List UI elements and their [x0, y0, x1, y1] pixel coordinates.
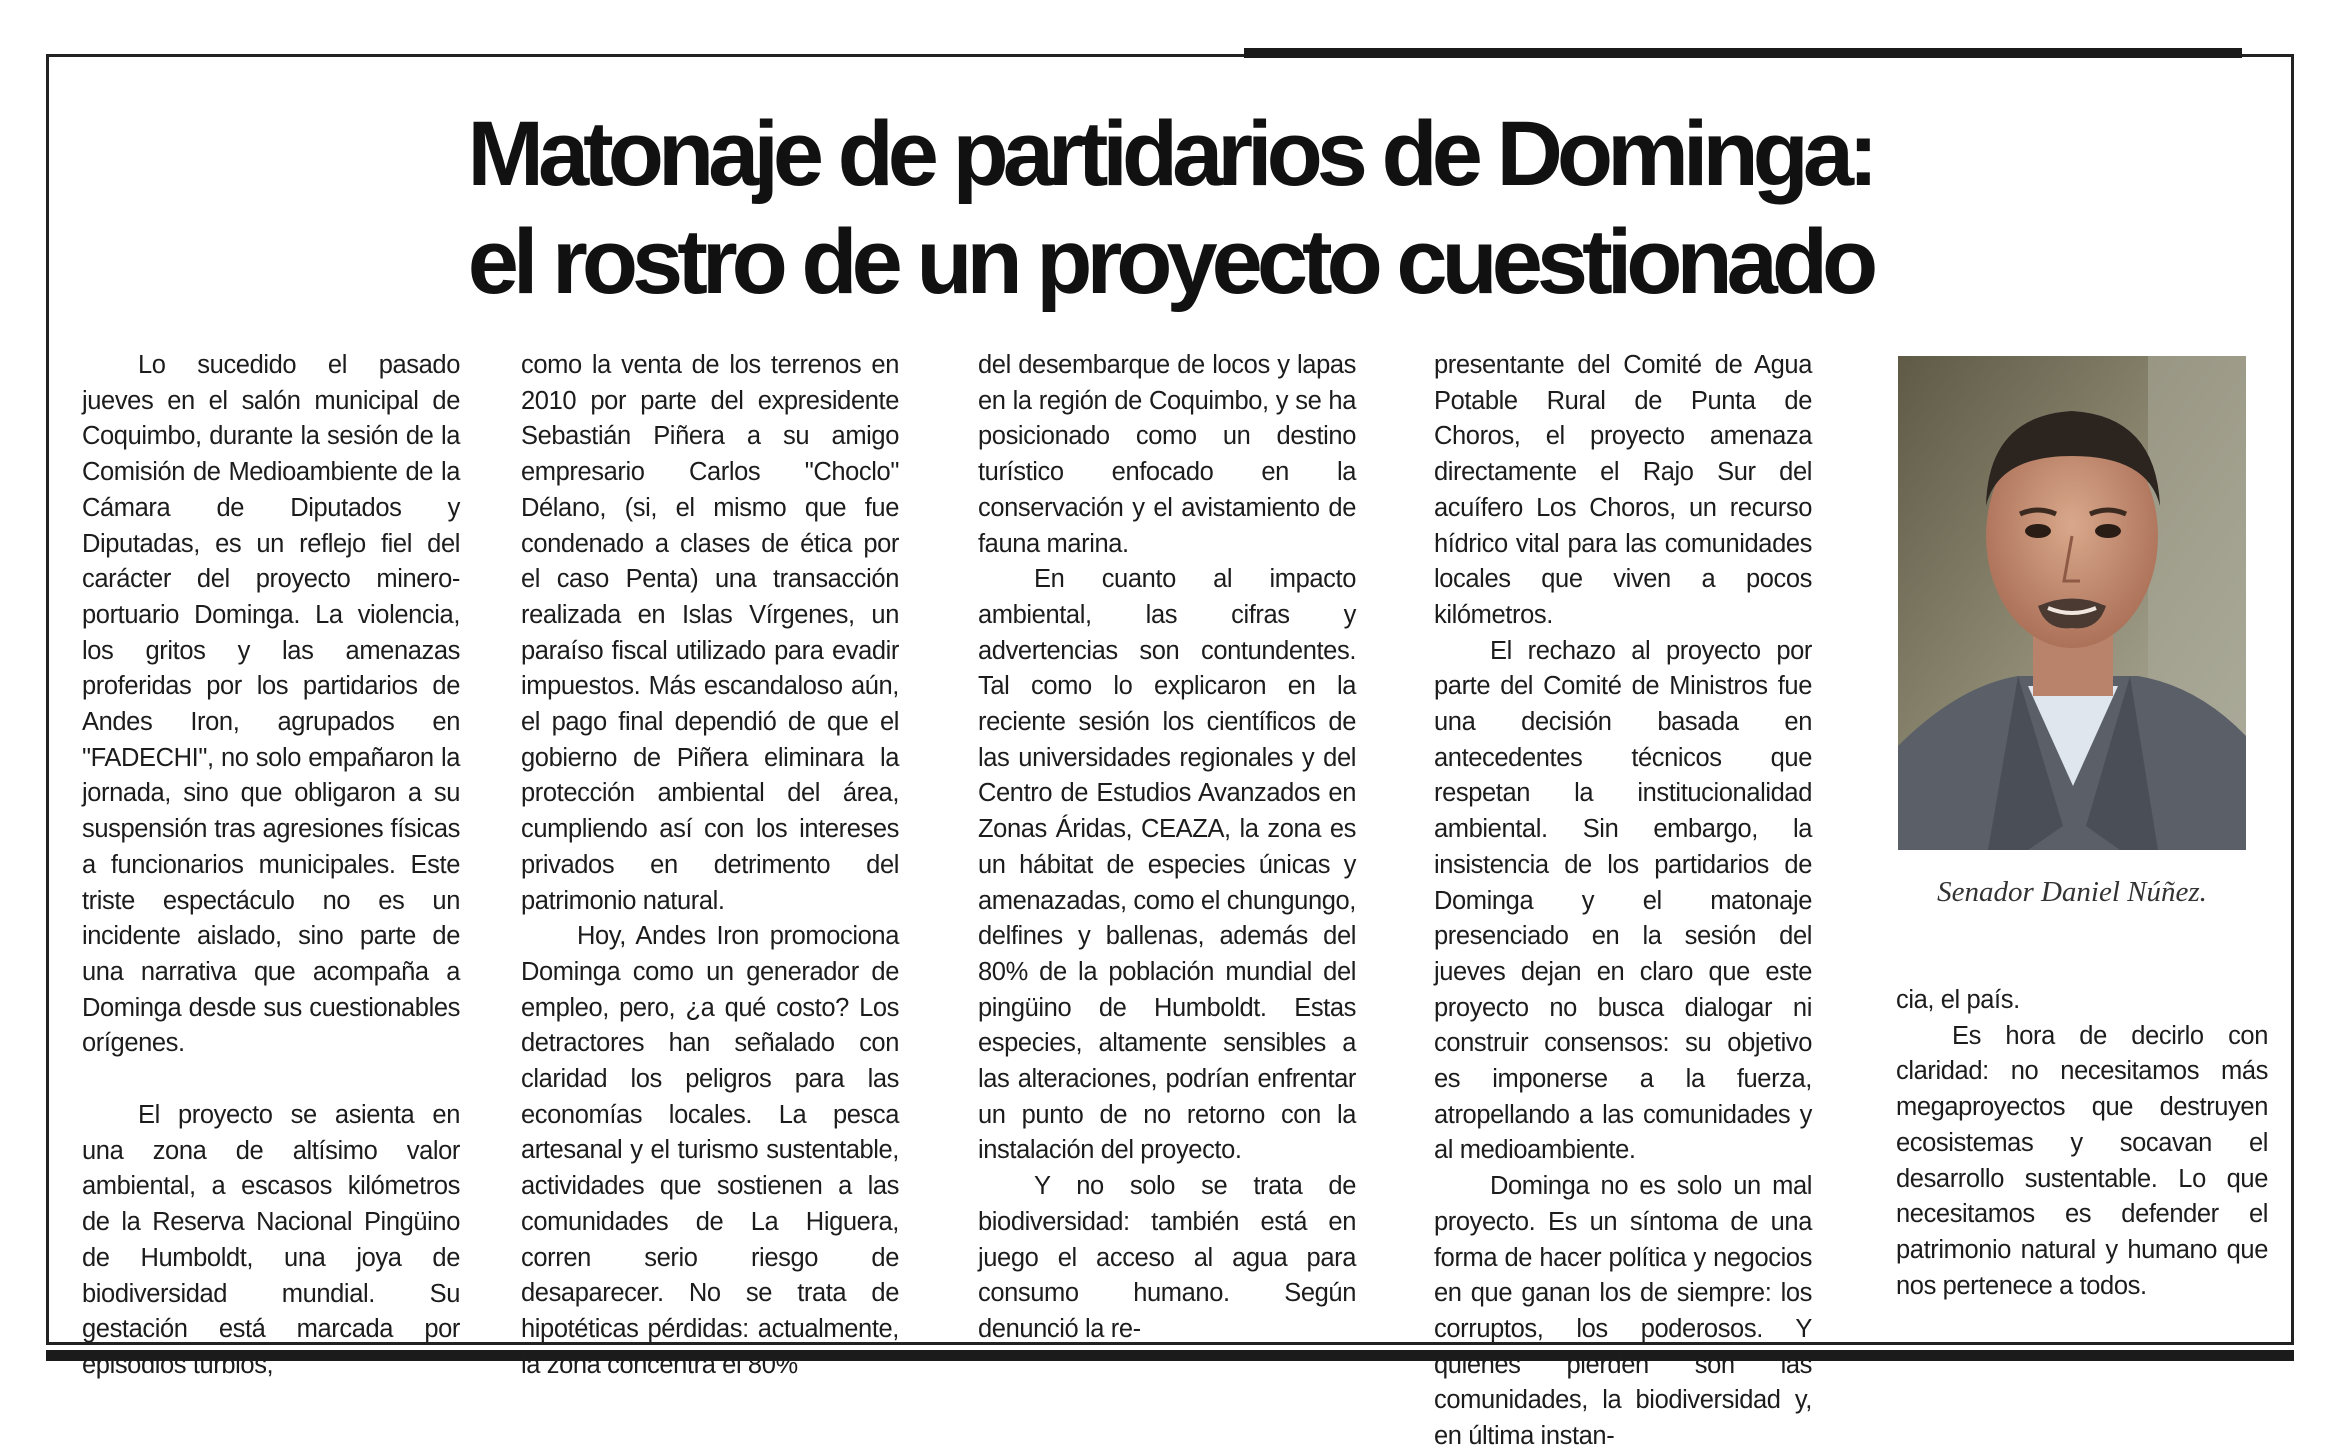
- paragraph: del desembarque de locos y lapas en la región de Coquimbo, y se ha posicionado como un destino turístico enfocado en la conservación y el avistamiento de fauna marina.: [978, 351, 1356, 558]
- paragraph: El rechazo al proyecto por parte del Comité de Ministros fue una decisión basada en antecedentes técnicos que respetan la institucionalidad ambiental. Sin embargo, la insistencia de los partidarios de Dominga y el matonaje presenciado en la sesión del jueves dejan en claro que este proyecto no busca dialogar ni construir consensos: su objetivo es imponerse a la fuerza, atropellando a las comunidades y al medioambiente.: [1434, 636, 1812, 1165]
- column-2: [521, 348, 899, 1383]
- headline: [400, 100, 1940, 316]
- paragraph: Es hora de decirlo con claridad: no necesitamos más megaproyectos que destruyen ecosistemas y socavan el desarrollo sustentable. Lo que necesitamos es defender el patrimonio natural y humano que nos pertenece a todos.: [1896, 1021, 2268, 1300]
- paragraph: Hoy, Andes Iron promociona Dominga como un generador de empleo, pero, ¿a qué costo? Los detractores han señalado con claridad los peligros para las economías locales. La pesca artesanal y el turismo sustentable, actividades que sostienen a las comunidades de La Higuera, corren serio riesgo de desaparecer. No se trata de hipotéticas pérdidas: actualmente, la zona concentra el 80%: [521, 922, 899, 1379]
- paragraph: Dominga no es solo un mal proyecto. Es un síntoma de una forma de hacer política y negocios en que ganan los de siempre: los corruptos, los poderosos. Y quienes pierden son las comunidades, la biodiversidad y, en última instan-: [1434, 1172, 1812, 1451]
- headline-line-2: el rostro de un proyecto cuestionado: [467, 211, 1873, 313]
- portrait-illustration: [1898, 356, 2246, 850]
- top-rule: [1244, 48, 2242, 58]
- paragraph: El proyecto se asienta en una zona de altísimo valor ambiental, a escasos kilómetros de la Reserva Nacional Pingüino de Humboldt, una joya de biodiversidad mundial. Su gestación está marcada por episodios turbios,: [82, 1101, 460, 1379]
- senator-portrait-photo: [1898, 356, 2246, 850]
- paragraph: presentante del Comité de Agua Potable Rural de Punta de Choros, el proyecto amenaza directamente el Rajo Sur del acuífero Los Choros, un recurso hídrico vital para las comunidades locales que viven a pocos kilómetros.: [1434, 351, 1812, 629]
- column-5: [1896, 983, 2268, 1304]
- paragraph: En cuanto al impacto ambiental, las cifras y advertencias son contundentes. Tal como lo explicaron en la reciente sesión los científicos de las universidades regionales y del Centro de Estudios Avanzados en Zonas Áridas, CEAZA, la zona es un hábitat de especies únicas y amenazadas, como el chungungo, delfines y ballenas, además del 80% de la población mundial del pingüino de Humboldt. Estas especies, altamente sensibles a las alteraciones, podrían enfrentar un punto de no retorno con la instalación del proyecto.: [978, 565, 1356, 1165]
- paragraph: Y no solo se trata de biodiversidad: también está en juego el acceso al agua para consumo humano. Según denunció la re-: [978, 1172, 1356, 1343]
- paragraph: como la venta de los terrenos en 2010 por parte del expresidente Sebastián Piñera a su amigo empresario Carlos "Choclo" Délano, (si, el mismo que fue condenado a clases de ética por el caso Penta) una transacción realizada en Islas Vírgenes, un paraíso fiscal utilizado para evadir impuestos. Más escandaloso aún, el pago final dependió de que el gobierno de Piñera eliminara la protección ambiental del área, cumpliendo así con los intereses privados en detrimento del patrimonio natural.: [521, 351, 899, 915]
- column-1: [82, 348, 460, 1384]
- photo-caption: Senador Daniel Núñez.: [1937, 876, 2207, 908]
- paragraph: cia, el país.: [1896, 986, 2020, 1014]
- paragraph: Lo sucedido el pasado jueves en el salón municipal de Coquimbo, durante la sesión de la Comisión de Medioambiente de la Cámara de Diputados y Diputadas, es un reflejo fiel del carácter del proyecto minero-portuario Dominga. La violencia, los gritos y las amenazas proferidas por los partidarios de Andes Iron, agrupados en "FADECHI", no solo empañaron la jornada, sino que obligaron a su suspensión tras agresiones físicas a funcionarios municipales. Este triste espectáculo no es un incidente aislado, sino parte de una narrativa que acompaña a Dominga desde sus cuestionables orígenes.: [82, 351, 460, 1058]
- column-3: [978, 348, 1356, 1348]
- column-4: [1434, 348, 1812, 1455]
- headline-line-1: Matonaje de partidarios de Dominga:: [467, 103, 1873, 205]
